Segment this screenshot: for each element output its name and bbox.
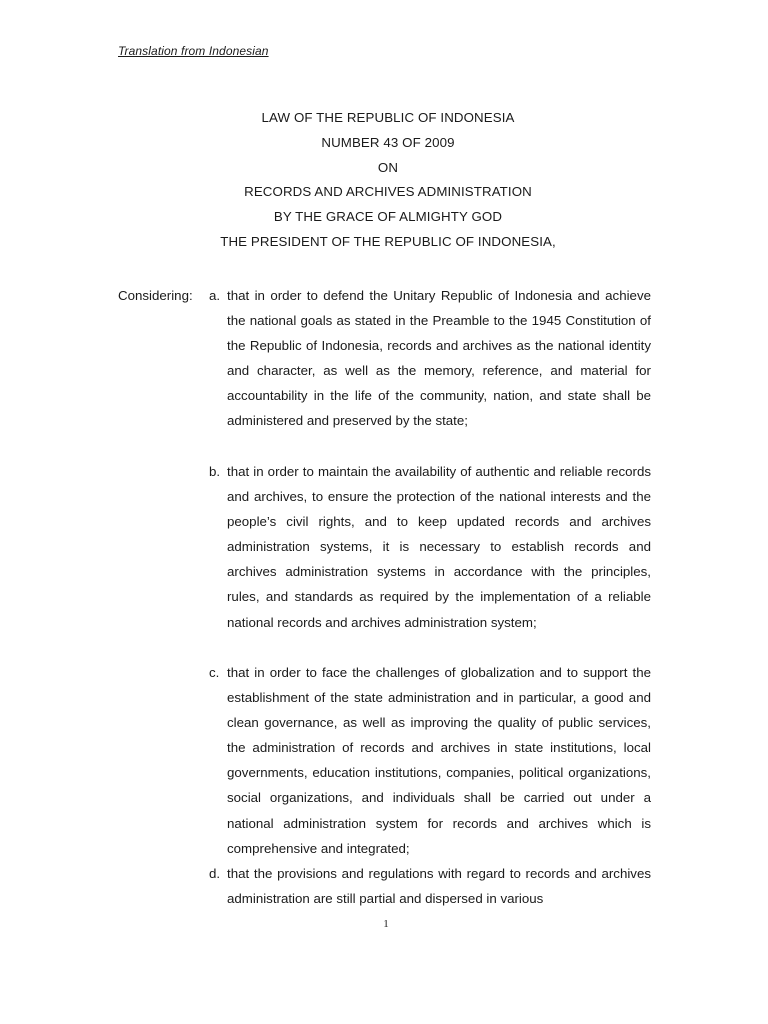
law-title-line: LAW OF THE REPUBLIC OF INDONESIA: [261, 110, 515, 125]
page-number: 1: [383, 918, 389, 930]
president-line: THE PRESIDENT OF THE REPUBLIC OF INDONESIA,: [220, 233, 556, 249]
considering-label: Considering:: [118, 288, 193, 303]
grace-line: BY THE GRACE OF ALMIGHTY GOD: [273, 209, 503, 225]
clause-marker: d.: [209, 866, 221, 881]
considering-clause-b: [209, 459, 651, 635]
clause-text: that the provisions and regulations with regard to records and archives administration are still partial and dispersed in various: [227, 866, 651, 907]
law-number-line: NUMBER 43 OF 2009: [321, 134, 455, 150]
clause-text: that in order to defend the Unitary Republic of Indonesia and achieve the national goals as stated in the Preamble to the 1945 Constitution of the Republic of Indonesia, records and archives as the national identity and character, as well as the memory, reference, and material for accountability in the life of the community, nation, and state shall be administered and preserved by the state;: [227, 288, 651, 429]
clause-text: that in order to face the challenges of globalization and to support the establishment of the state administration and in particular, a good and clean governance, as well as improving the quality of public services, the administration of records and archives in state institutions, local governments, education institutions, companies, political organizations, social organizations, and individuals shall be carried out under a national administration system for records and archives which is comprehensive and integrated;: [227, 665, 651, 856]
law-title-block: [0, 106, 768, 255]
considering-clause-a: [209, 283, 651, 434]
clause-marker: b.: [209, 464, 221, 479]
translation-note: Translation from Indonesian: [118, 44, 269, 58]
law-on-line: ON: [377, 159, 399, 175]
considering-clause-c: [209, 660, 651, 861]
clause-marker: a.: [209, 288, 221, 303]
clause-marker: c.: [209, 665, 220, 680]
considering-clause-d: [209, 861, 651, 911]
law-subject-line: RECORDS AND ARCHIVES ADMINISTRATION: [244, 184, 532, 200]
clause-text: that in order to maintain the availability of authentic and reliable records and archives, to ensure the protection of the national interests and the people’s civil rights, and to keep updated records and archives administration systems, it is necessary to establish records and archives administration systems in accordance with the principles, rules, and standards as required by the implementation of a reliable national records and archives administration system;: [227, 464, 651, 630]
